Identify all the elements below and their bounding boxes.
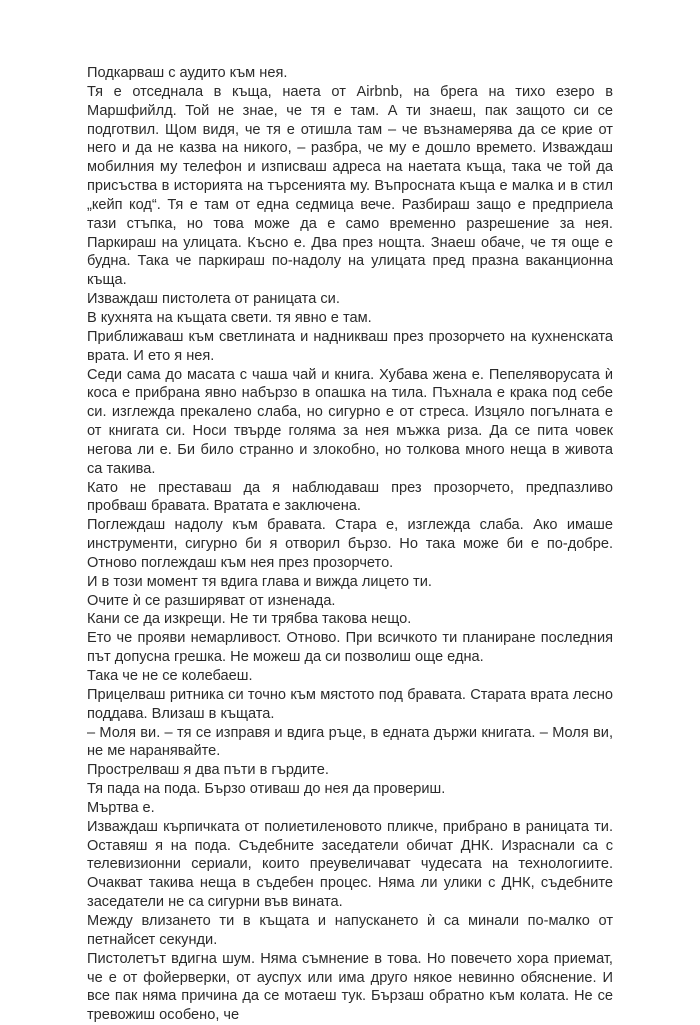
paragraph: И в този момент тя вдига глава и вижда лицето ти.: [87, 573, 432, 590]
paragraph: Приближаваш към светлината и надникваш през прозорчето на кухненската врата. И ето я нея.: [87, 328, 613, 364]
paragraph: Изваждаш пистолета от раницата си.: [87, 291, 340, 308]
paragraph: Ето че прояви немарливост. Отново. При всичкото ти планиране последния път допусна грешка. Не можеш да си позволиш още една.: [87, 630, 613, 666]
paragraph: Кани се да изкрещи. Не ти трябва такова нещо.: [87, 611, 412, 628]
paragraph: Тя пада на пода. Бързо отиваш до нея да провериш.: [87, 781, 446, 798]
paragraph: Поглеждаш надолу към бравата. Стара е, изглежда слаба. Ако имаше инструменти, сигурно би я отворил бързо. Но така може би е по-добре. Отново поглеждаш към нея през прозорчето.: [87, 517, 613, 571]
paragraph: Мъртва е.: [87, 799, 155, 816]
paragraph: Тя е отседнала в къща, наета от Airbnb, на брега на тихо езеро в Маршфийлд. Той не знае, че тя е там. А ти знаеш, пак защото си се подготвил. Щом видя, че тя е отишла там – че възнамерява да се крие от него и да не казва на никого, – разбра, че му е дошло времето. Изваждаш мобилния му телефон и изписваш адреса на наетата къща, така че той да присъства в историята на търсенията му. Въпросната къща е малка и в стил „кейп код“. Тя е там от една седмица вече. Разбираш защо е предприела тази стъпка, но това може да е само временно разрешение за нея. Паркираш на улицата. Късно е. Два през нощта. Знаеш обаче, че тя още е будна. Така че паркираш по-надолу на улицата пред празна ваканционна къща.: [87, 83, 613, 289]
paragraph: Очите ѝ се разширяват от изненада.: [87, 592, 336, 609]
paragraph: Подкарваш с аудито към нея.: [87, 65, 288, 81]
paragraph: В кухнята на къщата свети. тя явно е там.: [87, 309, 372, 326]
paragraph: – Моля ви. – тя се изправя и вдига ръце, в едната държи книгата. – Моля ви, не ме наранявайте.: [87, 724, 613, 760]
paragraph: Така че не се колебаеш.: [87, 668, 253, 684]
paragraph: Прицелваш ритника си точно към мястото под бравата. Старата врата лесно поддава. Влизаш в къщата.: [87, 686, 613, 722]
paragraph: Прострелваш я два пъти в гърдите.: [87, 762, 329, 779]
paragraph: Седи сама до масата с чаша чай и книга. Хубава жена е. Пепеляворусата ѝ коса е прибрана явно набързо в опашка на тила. Пъхнала е крака под себе си. изглежда прекалено слаба, но сигурно е от стреса. Изцяло погълната е от книгата си. Носи твърде голяма за нея мъжка риза. Да се пита човек негова ли е. Би било странно и злокобно, но толкова много неща в живота са такива.: [87, 366, 613, 477]
paragraph: Изваждаш кърпичката от полиетиленовото пликче, прибрано в раницата ти. Оставяш я на пода. Съдебните заседатели обичат ДНК. Израснали са с телевизионни сериали, които преувеличават чудесата на технологиите. Очакват такива неща в съдебен процес. Няма ли улики с ДНК, съдебните заседатели не са сигурни във вината.: [87, 818, 613, 911]
document-body: [87, 64, 613, 1025]
paragraph: Като не преставаш да я наблюдаваш през прозорчето, предпазливо пробваш бравата. Вратата е заключена.: [87, 479, 613, 515]
paragraph: Пистолетът вдигна шум. Няма съмнение в това. Но повечето хора приемат, че е от фойерверки, от ауспух или има друго някое невинно обяснение. И все пак няма причина да се мотаеш тук. Бързаш обратно към колата. Не се тревожиш особено, че: [87, 950, 613, 1024]
paragraph: Между влизането ти в къщата и напускането ѝ са минали по-малко от петнайсет секунди.: [87, 912, 613, 948]
